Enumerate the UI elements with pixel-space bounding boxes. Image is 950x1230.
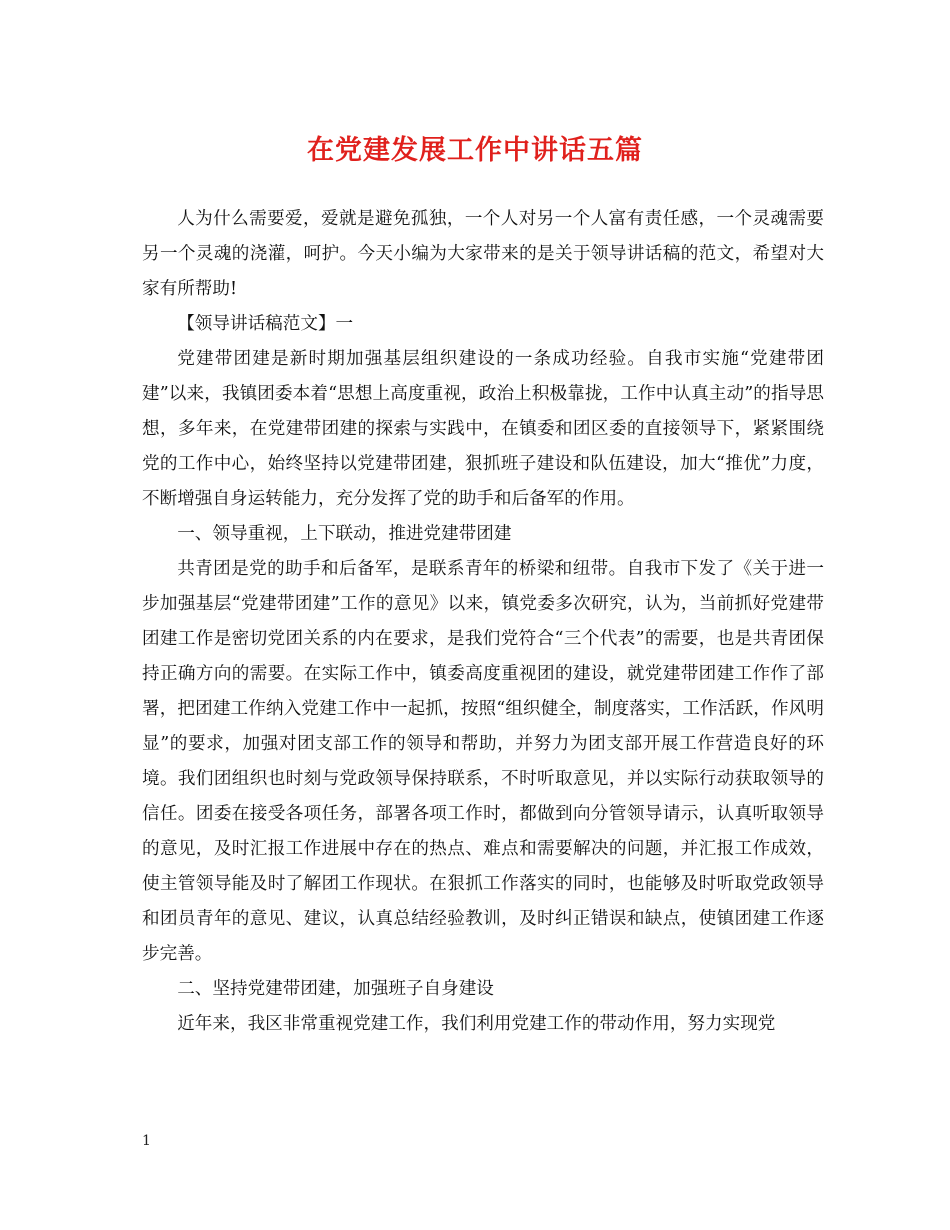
page-number: 1 bbox=[142, 1133, 151, 1149]
subsection-heading: 二、坚持党建带团建，加强班子自身建设 bbox=[177, 979, 494, 999]
document-body bbox=[142, 202, 824, 1042]
body-paragraph: 党建带团建是新时期加强基层组织建设的一条成功经验。自我市实施“党建带团建”以来，我镇团委本着“思想上高度重视，政治上积极靠拢，工作中认真主动”的指导思想，多年来，在党建带团建的探索与实践中，在镇委和团区委的直接领导下，紧紧围绕党的工作中心，始终坚持以党建带团建，狠抓班子建设和队伍建设，加大“推优”力度，不断增强自身运转能力，充分发挥了党的助手和后备军的作用。 bbox=[142, 349, 824, 509]
body-paragraph: 近年来，我区非常重视党建工作，我们利用党建工作的带动作用，努力实现党 bbox=[177, 1014, 776, 1034]
intro-paragraph: 人为什么需要爱，爱就是避免孤独，一个人对另一个人富有责任感，一个灵魂需要另一个灵魂的浇灌，呵护。今天小编为大家带来的是关于领导讲话稿的范文，希望对大家有所帮助! bbox=[142, 209, 824, 299]
body-paragraph: 共青团是党的助手和后备军，是联系青年的桥梁和纽带。自我市下发了《关于进一步加强基层“党建带团建”工作的意见》以来，镇党委多次研究，认为，当前抓好党建带团建工作是密切党团关系的内在要求，是我们党符合“三个代表”的需要，也是共青团保持正确方向的需要。在实际工作中，镇委高度重视团的建设，就党建带团建工作作了部署，把团建工作纳入党建工作中一起抓，按照“组织健全，制度落实，工作活跃，作风明显”的要求，加强对团支部工作的领导和帮助，并努力为团支部开展工作营造良好的环境。我们团组织也时刻与党政领导保持联系，不时听取意见，并以实际行动获取领导的信任。团委在接受各项任务，部署各项工作时，都做到向分管领导请示，认真听取领导的意见，及时汇报工作进展中存在的热点、难点和需要解决的问题，并汇报工作成效，使主管领导能及时了解团工作现状。在狠抓工作落实的同时，也能够及时听取党政领导和团员青年的意见、建议，认真总结经验教训，及时纠正错误和缺点，使镇团建工作逐步完善。 bbox=[142, 559, 824, 964]
document-title: 在党建发展工作中讲话五篇 bbox=[307, 135, 643, 166]
section-heading: 【领导讲话稿范文】一 bbox=[177, 314, 354, 334]
subsection-heading: 一、领导重视，上下联动，推进党建带团建 bbox=[177, 524, 512, 544]
